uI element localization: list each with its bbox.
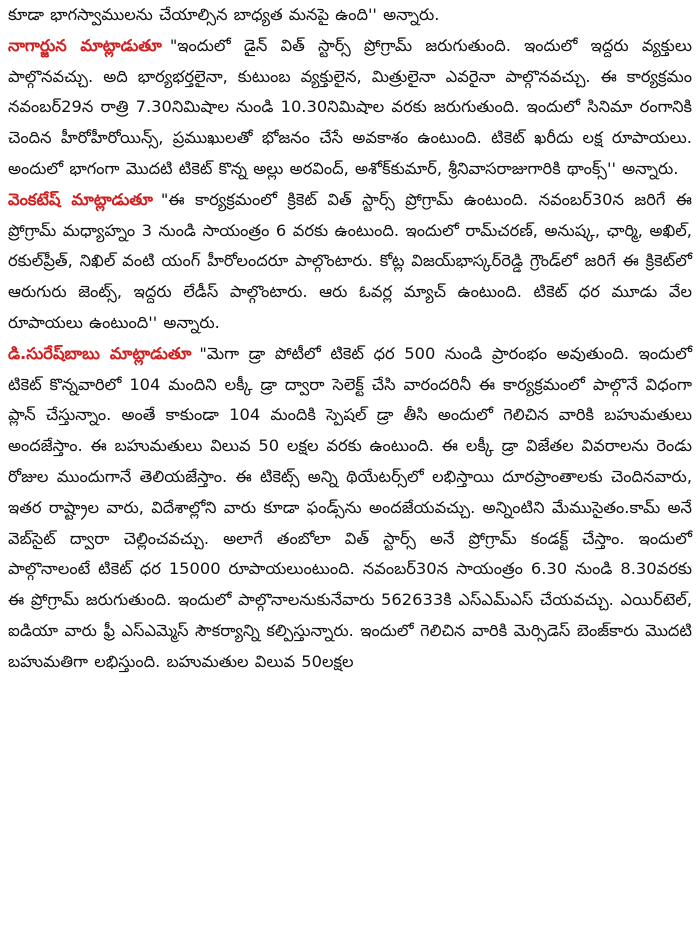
- speaker-name: వెంకటేష్ మాట్లాడుతూ: [8, 189, 153, 209]
- speaker-name: డి.సురేష్‌బాబు మాట్లాడుతూ: [8, 343, 192, 363]
- intro-paragraph: [8, 0, 692, 31]
- venkatesh-paragraph: [8, 185, 692, 339]
- nagarjuna-paragraph: [8, 31, 692, 185]
- quote-text: "ఈ కార్యక్రమంలో క్రికెట్ విత్ స్టార్స్ ప్రోగ్రామ్ ఉంటుంది. నవంబర్30న జరిగే ఈ ప్రోగ్రామ్ మధ్యాహ్నం 3 నుండి సాయంత్రం 6 వరకు ఉంటుంది. ఇందులో రామ్‌చరణ్, అనుష్క, ఛార్మి, అఖిల్, రకుల్‌ప్రీత్, నిఖిల్ వంటి యంగ్ హీరోలందరూ పాల్గొంటారు. కోట్ల విజయ్‌భాస్కర్‌రెడ్డి గ్రౌండ్‌లో జరిగే ఈ క్రికెట్‌లో ఆరుగురు జెంట్స్, ఇద్దరు లేడీస్ పాల్గొంటారు. ఆరు ఓవర్ల మ్యాచ్ ఉంటుంది. టికెట్ ధర మూడు వేల రూపాయలు ఉంటుంది'' అన్నారు.: [8, 189, 692, 332]
- intro-text: కూడా భాగస్వాములను చేయాల్సిన బాధ్యత మనపై ఉంది'' అన్నారు.: [8, 5, 440, 24]
- quote-text: "ఇందులో డైన్ విత్ స్టార్స్ ప్రోగ్రామ్ జరుగుతుంది. ఇందులో ఇద్దరు వ్యక్తులు పాల్గొనవచ్చు. అది భార్యభర్తలైనా, కుటుంబ వ్యక్తులైన, మిత్రులైనా ఎవరైనా పాల్గొనవచ్చు. ఈ కార్యక్రమం నవంబర్29న రాత్రి 7.30నిమిషాల నుండి 10.30నిమిషాల వరకు జరుగుతుంది. ఇందులో సినిమా రంగానికి చెందిన హీరోహీరోయిన్స్, ప్రముఖులతో భోజనం చేసే అవకాశం ఉంటుంది. టికెట్ ఖరీదు లక్ష రూపాయలు. అందులో భాగంగా మొదటి టికెట్ కొన్న అల్లు అరవింద్, అశోక్‌కుమార్, శ్రీనివాసరాజుగారికి థాంక్స్'' అన్నారు.: [8, 35, 692, 178]
- article-body: [8, 0, 692, 678]
- sureshbabu-paragraph: [8, 339, 692, 678]
- quote-text: "మెగా డ్రా పోటీలో టికెట్ ధర 500 నుండి ప్రారంభం అవుతుంది. ఇందులో టికెట్ కొన్నవారిలో 104 మందిని లక్కీ డ్రా ద్వారా సెలెక్ట్ చేసి వారందరినీ ఈ కార్యక్రమంలో పాల్గొనే విధంగా ప్లాన్ చేస్తున్నాం. అంతే కాకుండా 104 మందికి స్పెషల్ డ్రా తీసి అందులో గెలిచిన వారికి బహుమతులు అందజేస్తాం. ఈ బహుమతులు విలువ 50 లక్షల వరకు ఉంటుంది. ఈ లక్కీ డ్రా విజేతల వివరాలను రెండు రోజుల ముందుగానే తెలియజేస్తాం. ఈ టికెట్స్ అన్ని థియేటర్స్‌లో లభిస్తాయి దూరప్రాంతాలకు చెందినవారు, ఇతర రాష్ట్రాల వారు, విదేశాల్లోని వారు కూడా ఫండ్స్‌ను అందజేయవచ్చు. అన్నింటిని మేముసైతం.కామ్ అనే వెబ్‌సైట్ ద్వారా చెల్లించవచ్చు. అలాగే తంబోలా విత్ స్టార్స్ అనే ప్రోగ్రామ్ కండక్ట్ చేస్తాం. ఇందులో పాల్గొనాలంటే టికెట్ ధర 15000 రూపాయలుంటుంది. నవంబర్30న సాయంత్రం 6.30 నుండి 8.30వరకు ఈ ప్రోగ్రామ్ జరుగుతుంది. ఇందులో పాల్గొనాలనుకునేవారు 562633కి ఎస్ఎమ్ఎస్ చేయవచ్చు. ఎయిర్‌టెల్, ఐడియా వారు ఫ్రీ ఎస్ఎమ్మెస్ సౌకర్యాన్ని కల్పిస్తున్నారు. ఇందులో గెలిచిన వారికి మెర్సిడెస్ బెంజ్‌కారు మొదటి బహుమతిగా లభిస్తుంది. బహుమతుల విలువ 50లక్షల: [8, 343, 692, 671]
- speaker-name: నాగార్జున మాట్లాడుతూ: [8, 35, 162, 55]
